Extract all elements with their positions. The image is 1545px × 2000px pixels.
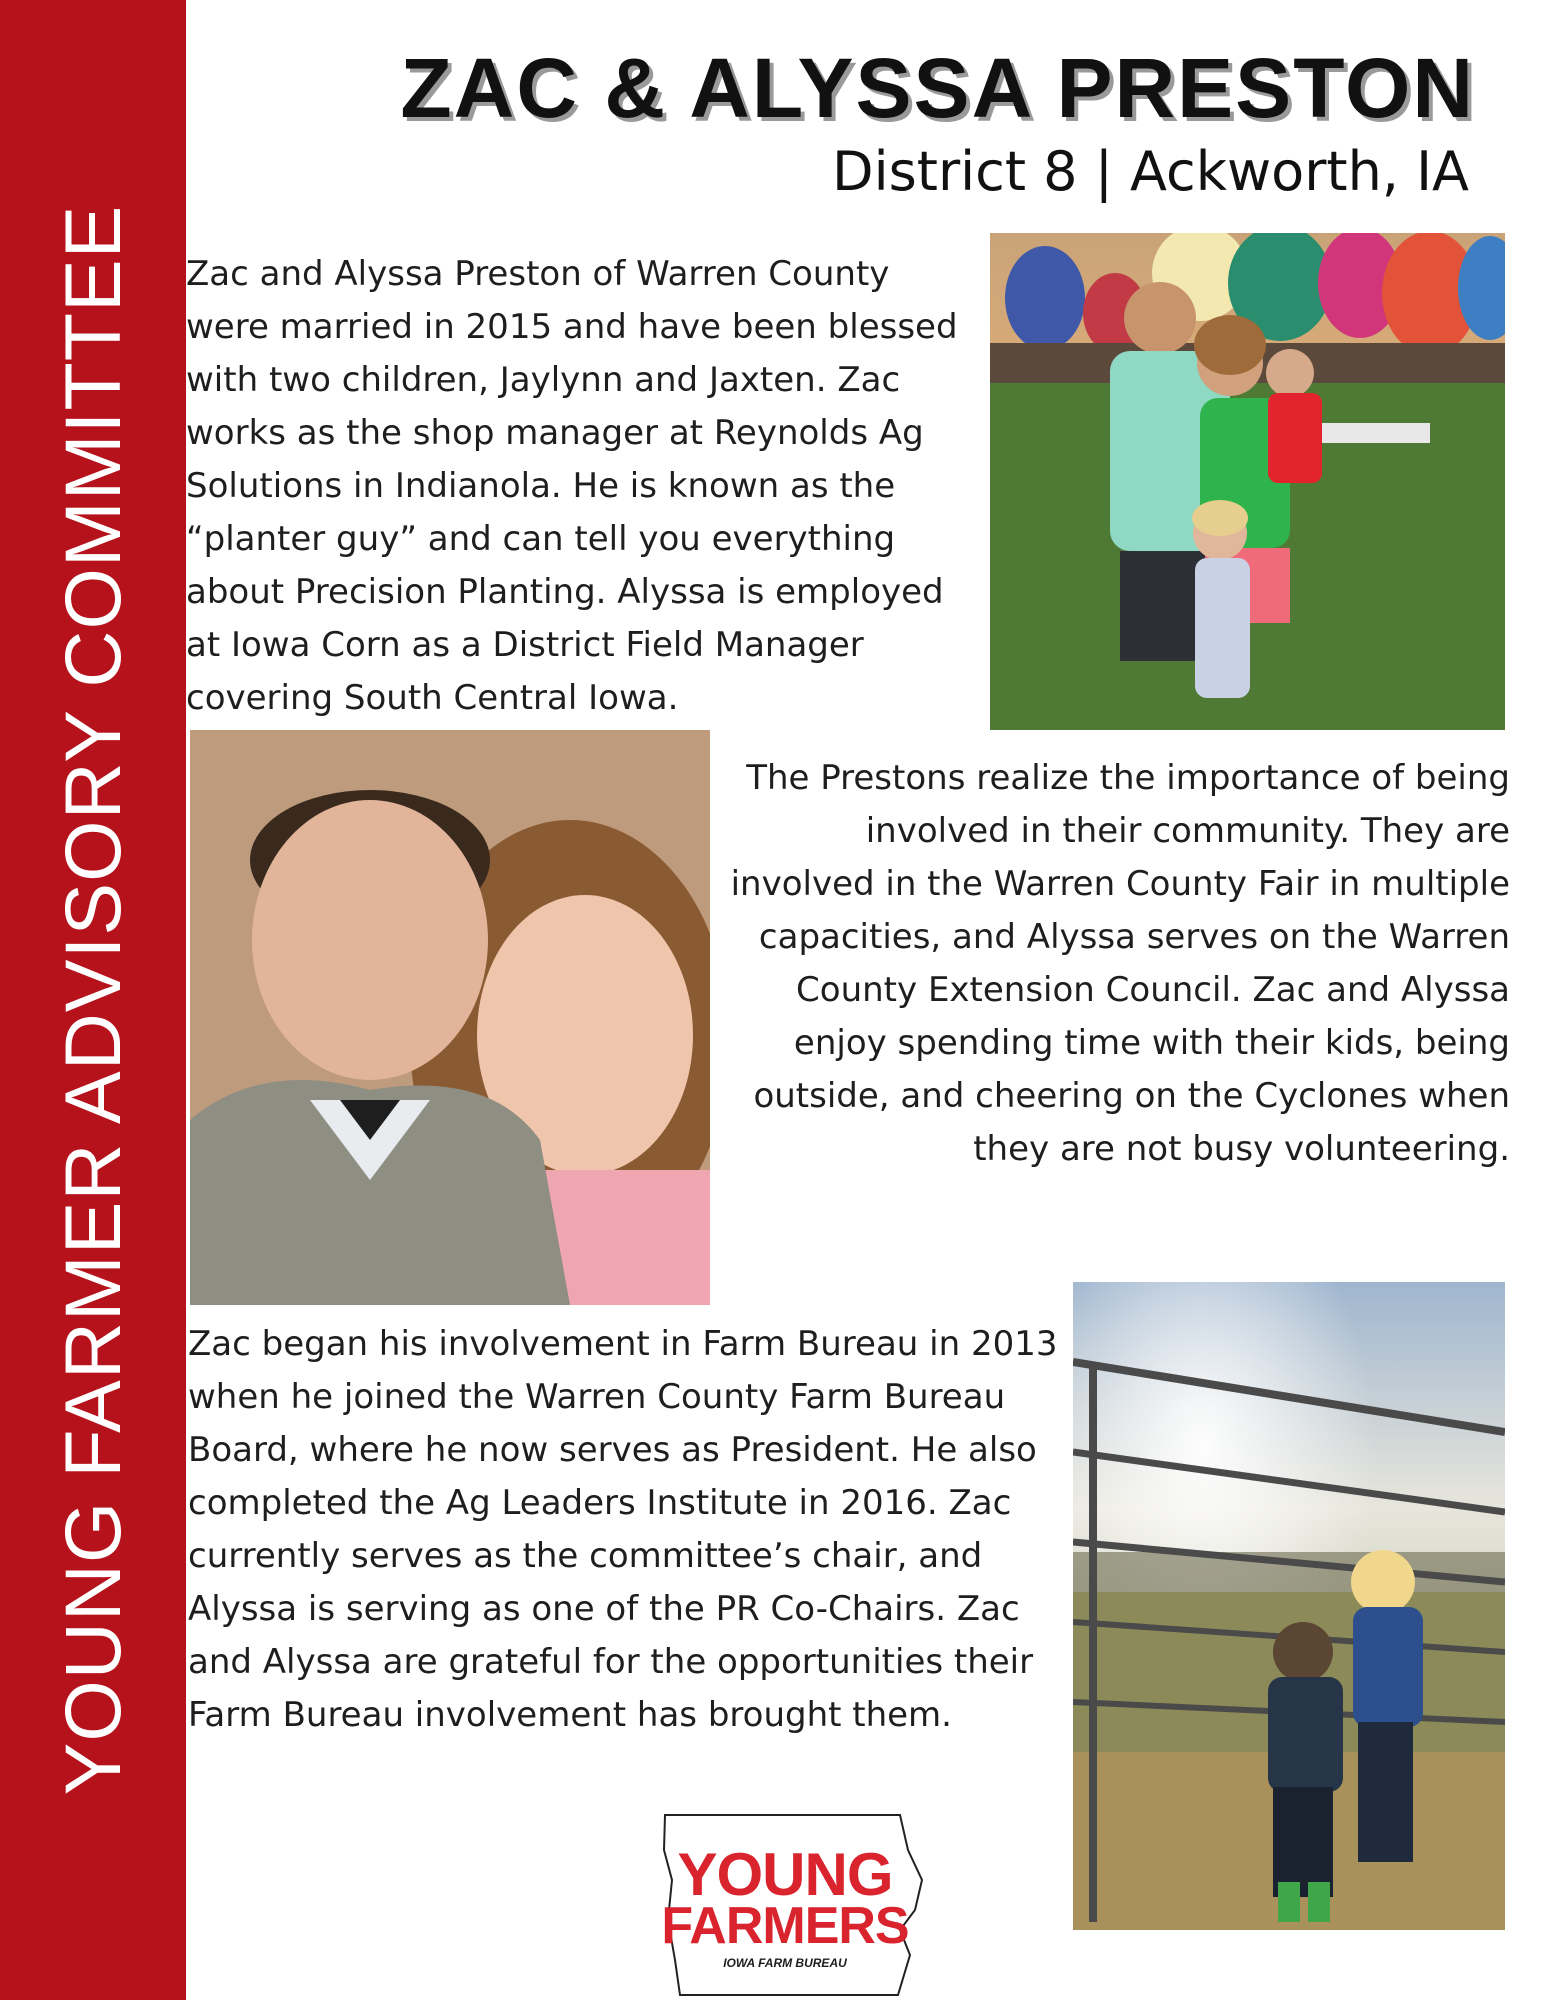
district-location: District 8 | Ackworth, IA xyxy=(832,140,1469,203)
logo-farmers: FARMERS xyxy=(661,1897,909,1955)
bio-paragraph-family: Zac and Alyssa Preston of Warren County were married in 2015 and have been blessed with two children, Jaylynn and Jaxten. Zac works as the shop manager at Reynolds Ag Solutions in Indianola. He is known as the “planter guy” and can tell you everything about Precision Planting. Alyssa is employed at Iowa Corn as a District Field Manager covering South Central Iowa. xyxy=(186,254,958,718)
logo-organization: IOWA FARM BUREAU xyxy=(723,1956,847,1970)
couple-selfie-photo xyxy=(190,730,710,1305)
kids-at-fence-photo xyxy=(1073,1282,1505,1930)
sidebar-banner xyxy=(0,0,186,2000)
bio-paragraph-farm-bureau: Zac began his involvement in Farm Bureau in 2013 when he joined the Warren County Farm Bureau Board, where he now serves as President. He also completed the Ag Leaders Institute in 2016. Zac currently serves as the committee’s chair, and Alyssa is serving as one of the PR Co-Chairs. Zac and Alyssa are grateful for the opportunities their Farm Bureau involvement has brought them. xyxy=(188,1324,1058,1735)
logo-young: YOUNG xyxy=(677,1841,893,1908)
committee-label: YOUNG FARMER ADVISORY COMMITTEE xyxy=(48,204,137,1796)
young-farmers-logo xyxy=(660,1810,940,2000)
bio-paragraph-community: The Prestons realize the importance of being involved in their community. They are involved in the Warren County Fair in multiple capacities, and Alyssa serves on the Warren County Extension Council. Zac and Alyssa enjoy spending time with their kids, being outside, and cheering on the Cyclones when they are not busy volunteering. xyxy=(730,758,1510,1169)
family-balloon-photo xyxy=(990,233,1505,730)
page-title: ZAC & ALYSSA PRESTON xyxy=(400,41,1475,135)
